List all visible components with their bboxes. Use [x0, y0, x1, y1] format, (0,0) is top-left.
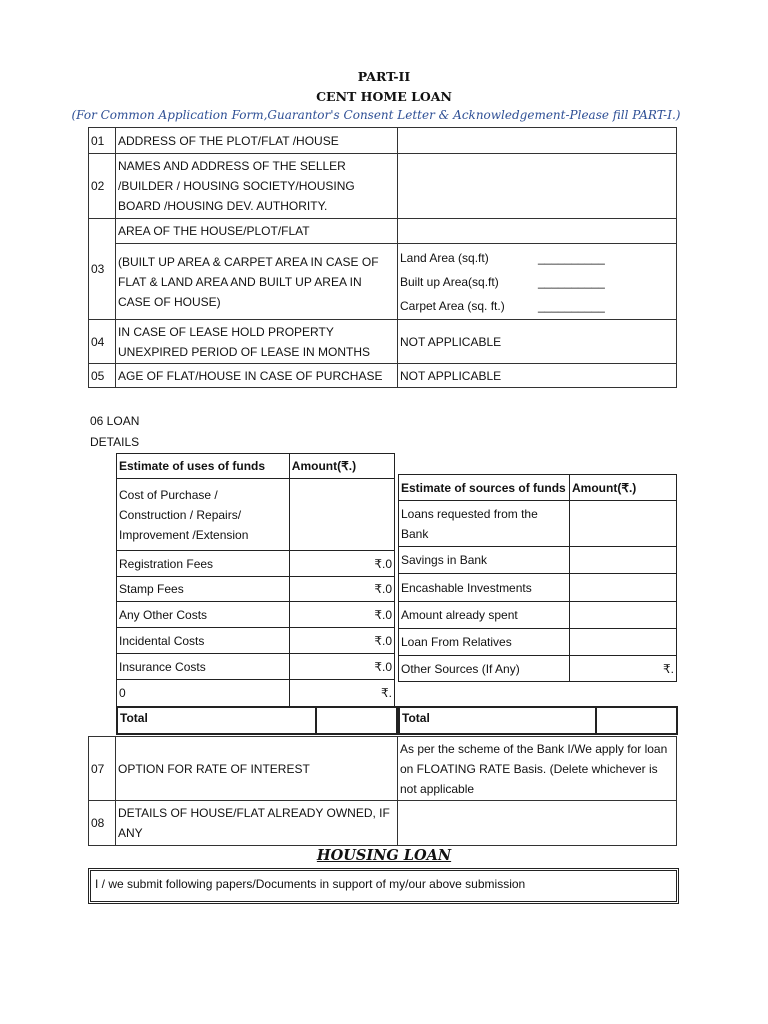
interest-option-field[interactable]: As per the scheme of the Bank I/We apply for loan on FLOATING RATE Basis. (Delete whichever is not applicable [398, 737, 677, 801]
use-amount-field[interactable]: ₹.0 [289, 577, 394, 602]
table-header-row [399, 475, 677, 501]
uses-total-row [116, 706, 398, 735]
sources-total-label: Total [402, 711, 430, 725]
use-amount-field[interactable]: ₹.0 [289, 602, 394, 628]
row-description: AREA OF THE HOUSE/PLOT/FLAT [116, 219, 398, 244]
plot-address-field[interactable] [398, 128, 677, 154]
use-label: Incidental Costs [117, 628, 290, 654]
source-label: Encashable Investments [399, 574, 570, 602]
row-number: 04 [89, 320, 116, 364]
interest-option-table [88, 736, 677, 846]
row-description: AGE OF FLAT/HOUSE IN CASE OF PURCHASE [116, 364, 398, 388]
table-row [89, 737, 677, 801]
amount-col-header: Amount(₹.) [570, 475, 677, 501]
source-label: Savings in Bank [399, 547, 570, 574]
table-row [399, 547, 677, 574]
sources-total-divider [595, 708, 597, 733]
loan-heading-line1: 06 LOAN [90, 414, 140, 428]
table-row [399, 602, 677, 629]
amount-col-header: Amount(₹.) [289, 454, 394, 479]
table-row [117, 680, 395, 707]
row-description: (BUILT UP AREA & CARPET AREA IN CASE OF FLAT & LAND AREA AND BUILT UP AREA IN CASE OF HOUSE) [116, 244, 398, 320]
row-description: OPTION FOR RATE OF INTEREST [116, 737, 398, 801]
row-description: NAMES AND ADDRESS OF THE SELLER /BUILDER / HOUSING SOCIETY/HOUSING BOARD /HOUSING DEV. AUTHORITY. [116, 154, 398, 219]
row-number: 05 [89, 364, 116, 388]
row-description: ADDRESS OF THE PLOT/FLAT /HOUSE [116, 128, 398, 154]
row-number: 07 [89, 737, 116, 801]
source-label: Loan From Relatives [399, 629, 570, 656]
source-amount-field[interactable]: ₹. [570, 656, 677, 682]
form-subtitle: (For Common Application Form,Guarantor's Consent Letter & Acknowledgement-Please fill PART-I.) [71, 108, 681, 122]
seller-address-field[interactable] [398, 154, 677, 219]
uses-of-funds-table [116, 453, 395, 707]
area-fields [398, 244, 677, 320]
uses-total-label: Total [120, 711, 148, 725]
carpet-area-line[interactable] [400, 294, 674, 318]
row-number: 01 [89, 128, 116, 154]
uses-total-divider [315, 708, 317, 733]
table-row [117, 654, 395, 680]
carpet-area-blank[interactable]: __________ [538, 298, 605, 313]
table-row [89, 244, 677, 320]
use-label: Cost of Purchase / Construction / Repairs/ Improvement /Extension [117, 479, 290, 551]
documents-submission-box[interactable] [88, 868, 679, 904]
use-amount-field[interactable]: ₹. [289, 680, 394, 707]
land-area-label: Land Area (sq.ft) [400, 250, 489, 265]
house-age-field[interactable]: NOT APPLICABLE [398, 364, 677, 388]
table-row [89, 128, 677, 154]
source-amount-field[interactable] [570, 629, 677, 656]
row-number: 08 [89, 801, 116, 846]
table-row [89, 364, 677, 388]
use-amount-field[interactable]: ₹.0 [289, 628, 394, 654]
table-row [399, 501, 677, 547]
use-amount-field[interactable]: ₹.0 [289, 654, 394, 680]
row-number: 02 [89, 154, 116, 219]
sources-col-header: Estimate of sources of funds [399, 475, 570, 501]
built-up-area-line[interactable] [400, 270, 674, 294]
use-label: Any Other Costs [117, 602, 290, 628]
house-owned-field[interactable] [398, 801, 677, 846]
use-amount-field[interactable]: ₹.0 [289, 551, 394, 577]
property-details-table [88, 127, 677, 388]
table-row [89, 219, 677, 244]
use-label: Registration Fees [117, 551, 290, 577]
source-label: Loans requested from the Bank [399, 501, 570, 547]
carpet-area-label: Carpet Area (sq. ft.) [400, 298, 505, 313]
submission-text: I / we submit following papers/Documents in support of my/our above submission [95, 877, 526, 891]
source-label: Other Sources (If Any) [399, 656, 570, 682]
table-row [89, 801, 677, 846]
table-row [399, 629, 677, 656]
source-amount-field[interactable] [570, 547, 677, 574]
use-label: Stamp Fees [117, 577, 290, 602]
row-number: 03 [89, 219, 116, 320]
loan-details-heading [90, 411, 139, 453]
area-header-field[interactable] [398, 219, 677, 244]
use-amount-field[interactable] [289, 479, 394, 551]
table-header-row [117, 454, 395, 479]
table-row [89, 320, 677, 364]
table-row [117, 479, 395, 551]
table-row [117, 628, 395, 654]
uses-col-header: Estimate of uses of funds [117, 454, 290, 479]
table-row [399, 574, 677, 602]
built-up-area-blank[interactable]: __________ [538, 274, 605, 289]
form-title: CENT HOME LOAN [316, 89, 452, 104]
row-description: IN CASE OF LEASE HOLD PROPERTY UNEXPIRED PERIOD OF LEASE IN MONTHS [116, 320, 398, 364]
part-label: PART-II [357, 69, 411, 84]
row-description: DETAILS OF HOUSE/FLAT ALREADY OWNED, IF ANY [116, 801, 398, 846]
table-row [89, 154, 677, 219]
use-label: Insurance Costs [117, 654, 290, 680]
built-up-area-label: Built up Area(sq.ft) [400, 274, 499, 289]
table-row [117, 551, 395, 577]
source-amount-field[interactable] [570, 602, 677, 629]
land-area-blank[interactable]: __________ [538, 250, 605, 265]
use-label: 0 [117, 680, 290, 707]
sources-of-funds-table [398, 474, 677, 682]
table-row [117, 602, 395, 628]
lease-period-field[interactable]: NOT APPLICABLE [398, 320, 677, 364]
source-label: Amount already spent [399, 602, 570, 629]
sources-total-row [398, 706, 678, 735]
source-amount-field[interactable] [570, 501, 677, 547]
housing-loan-title: HOUSING LOAN [316, 847, 452, 864]
loan-heading-line2: DETAILS [90, 435, 140, 449]
table-row [399, 656, 677, 682]
table-row [117, 577, 395, 602]
land-area-line[interactable] [400, 246, 674, 270]
source-amount-field[interactable] [570, 574, 677, 602]
